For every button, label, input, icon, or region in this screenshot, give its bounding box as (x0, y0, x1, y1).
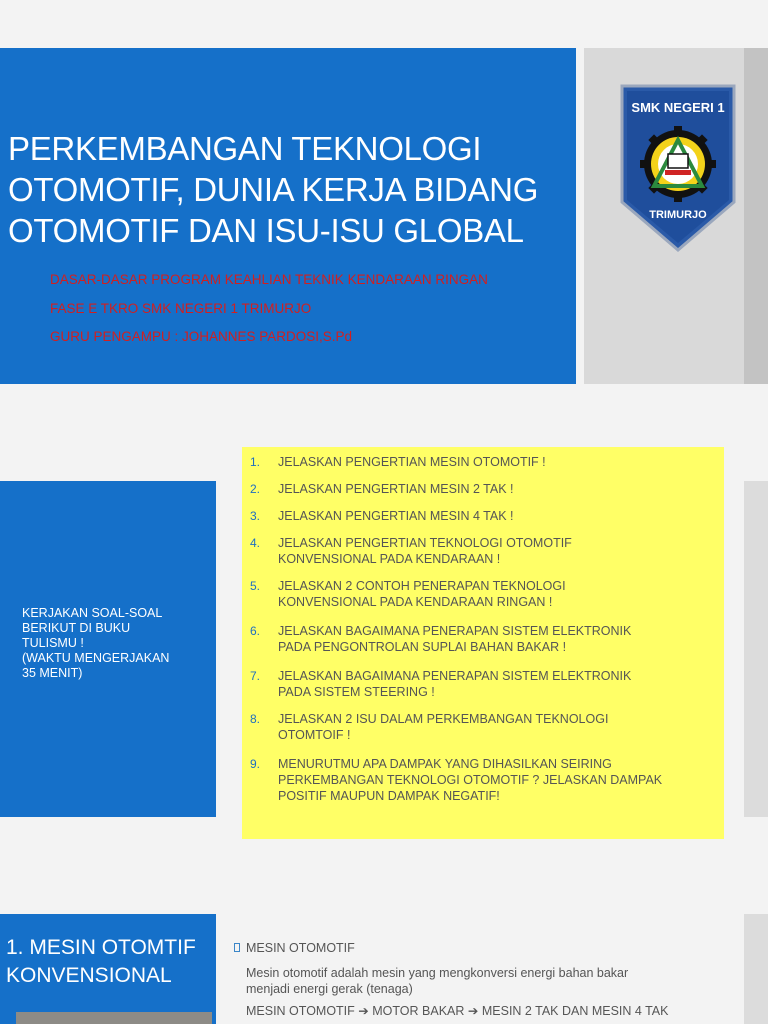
instruction-line: 35 MENIT) (22, 666, 83, 680)
question-number: 9. (250, 757, 261, 771)
question-number: 4. (250, 536, 261, 550)
question-number: 2. (250, 482, 261, 496)
question-number: 3. (250, 509, 261, 523)
chain-item: MOTOR BAKAR (372, 1004, 465, 1018)
question-text (278, 711, 718, 743)
question-text (278, 668, 718, 700)
question-line: JELASKAN 2 ISU DALAM PERKEMBANGAN TEKNOLOGI (278, 712, 609, 726)
arrow-right-icon: ➔ (358, 1004, 369, 1018)
definition-line: menjadi energi gerak (tenaga) (246, 982, 413, 996)
question-line: KONVENSIONAL PADA KENDARAAN ! (278, 552, 501, 566)
question-number: 5. (250, 579, 261, 593)
question-line: KONVENSIONAL PADA KENDARAAN RINGAN ! (278, 595, 553, 609)
question-line: JELASKAN 2 CONTOH PENERAPAN TEKNOLOGI (278, 579, 566, 593)
definition-line: Mesin otomotif adalah mesin yang mengkonversi energi bahan bakar (246, 966, 629, 980)
instruction-line: (WAKTU MENGERJAKAN (22, 651, 170, 665)
question-text (278, 481, 718, 497)
slide-edge (744, 914, 768, 1024)
question-text (278, 535, 718, 567)
section-title (6, 934, 216, 990)
instruction-line: KERJAKAN SOAL-SOAL (22, 606, 163, 620)
arrow-right-icon: ➔ (467, 1004, 479, 1018)
question-line: JELASKAN PENGERTIAN MESIN 2 TAK ! (278, 482, 514, 496)
section-photo (16, 1012, 212, 1024)
slide-title-line: OTOMOTIF DAN ISU-ISU GLOBAL (8, 212, 524, 249)
section-title-line: KONVENSIONAL (6, 964, 172, 987)
question-list (242, 447, 724, 839)
logo-top-text: SMK NEGERI 1 (631, 100, 725, 115)
slide-title-line: PERKEMBANGAN TEKNOLOGI (8, 130, 482, 167)
bullet-heading: MESIN OTOMOTIF (246, 941, 355, 955)
instruction-line: BERIKUT DI BUKU (22, 621, 131, 635)
school-logo (618, 82, 738, 254)
slide-title (8, 128, 568, 251)
chain-item: MESIN 2 TAK DAN MESIN 4 TAK (481, 1004, 669, 1018)
question-text (278, 454, 718, 470)
instruction-text (22, 606, 202, 681)
section-title-line: 1. MESIN OTOMTIF (6, 936, 196, 959)
slide-edge (744, 481, 768, 817)
question-number: 8. (250, 712, 261, 726)
chain-item: MESIN OTOMOTIF (246, 1004, 355, 1018)
definition-text (246, 965, 706, 997)
question-line: PADA SISTEM STEERING ! (278, 685, 435, 699)
question-line: PADA PENGONTROLAN SUPLAI BAHAN BAKAR ! (278, 640, 567, 654)
question-line: PERKEMBANGAN TEKNOLOGI OTOMOTIF ? JELASKAN DAMPAK (278, 773, 663, 787)
bullet-icon (234, 943, 240, 952)
question-text (278, 623, 718, 655)
subtitle-line: DASAR-DASAR PROGRAM KEAHLIAN TEKNIK KENDARAAN RINGAN (50, 272, 488, 287)
question-line: JELASKAN PENGERTIAN MESIN OTOMOTIF ! (278, 455, 546, 469)
question-line: JELASKAN BAGAIMANA PENERAPAN SISTEM ELEKTRONIK (278, 624, 632, 638)
question-line: JELASKAN PENGERTIAN TEKNOLOGI OTOMOTIF (278, 536, 572, 550)
question-text (278, 578, 718, 610)
question-number: 7. (250, 669, 261, 683)
question-number: 6. (250, 624, 261, 638)
slide-title-line: OTOMOTIF, DUNIA KERJA BIDANG (8, 171, 539, 208)
question-line: OTOMTOIF ! (278, 728, 351, 742)
subtitle-line: FASE E TKRO SMK NEGERI 1 TRIMURJO (50, 301, 312, 316)
engine-chain (246, 1003, 746, 1018)
question-number: 1. (250, 455, 261, 469)
instruction-line: TULISMU ! (22, 636, 84, 650)
question-text (278, 756, 718, 804)
subtitle-line: GURU PENGAMPU : JOHANNES PARDOSI,S.Pd (50, 329, 353, 344)
logo-bottom-text: TRIMURJO (649, 209, 707, 221)
side-panel-edge (744, 48, 768, 384)
question-line: POSITIF MAUPUN DAMPAK NEGATIF! (278, 789, 500, 803)
question-line: JELASKAN BAGAIMANA PENERAPAN SISTEM ELEKTRONIK (278, 669, 632, 683)
question-line: MENURUTMU APA DAMPAK YANG DIHASILKAN SEIRING (278, 757, 612, 771)
question-line: JELASKAN PENGERTIAN MESIN 4 TAK ! (278, 509, 514, 523)
question-text (278, 508, 718, 524)
